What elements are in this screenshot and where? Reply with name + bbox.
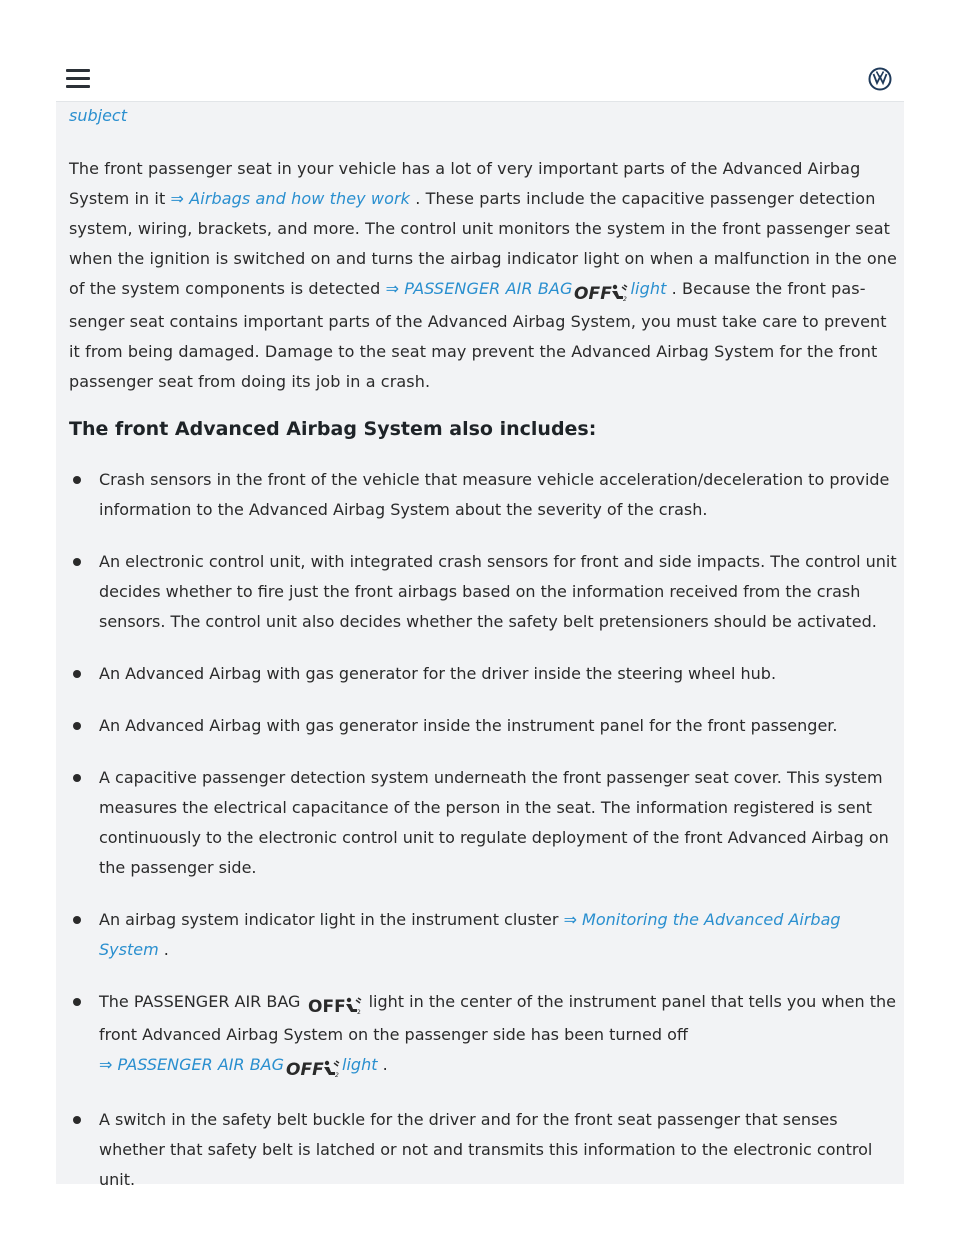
monitoring-airbag-system-link[interactable]: ⇒ Monitoring the Advanced Airbag System — [99, 910, 841, 959]
item-text-after: . — [158, 940, 169, 959]
passenger-airbag-off-icon — [574, 277, 628, 307]
item-text: An airbag system indicator light in the instrument cluster — [99, 910, 564, 929]
item-text: A switch in the safety belt buckle for the driver and for the front seat passenger that senses whether that safety belt is latched or not and transmits this information to the electronic control unit. — [99, 1110, 873, 1189]
list-item — [69, 1105, 899, 1195]
link-text: ⇒ PASSENGER AIR BAG — [385, 279, 573, 298]
item-text-after: . — [377, 1055, 388, 1074]
item-text: An Advanced Airbag with gas generator inside the instrument panel for the front passenger. — [99, 716, 838, 735]
list-item — [69, 763, 899, 883]
components-list — [69, 465, 899, 1195]
hamburger-menu-icon[interactable] — [66, 69, 90, 89]
off-text: OFF — [307, 996, 346, 1016]
svg-text:2: 2 — [356, 1008, 361, 1016]
svg-text:2: 2 — [335, 1071, 339, 1079]
section-heading: The front Advanced Airbag System also includes: — [69, 418, 597, 440]
passenger-air-bag-light-link[interactable] — [385, 279, 667, 303]
bullet-icon — [73, 558, 81, 566]
item-text: An Advanced Airbag with gas generator for the driver inside the steering wheel hub. — [99, 664, 777, 683]
bullet-icon — [73, 670, 81, 678]
item-text: Crash sensors in the front of the vehicle that measure vehicle acceleration/deceleration to provide information to the Advanced Airbag System about the severity of the crash. — [99, 470, 890, 519]
link-text: ⇒ PASSENGER AIR BAG — [99, 1055, 285, 1074]
item-text-post: light in the center of the instrument panel that tells you when the front Advanced Airbag System on the passenger side has been turned off — [99, 992, 896, 1044]
passenger-airbag-off-icon — [308, 990, 362, 1020]
link-text-light: light — [630, 279, 667, 298]
bullet-icon — [73, 722, 81, 730]
svg-text:2: 2 — [623, 295, 628, 303]
item-text: A capacitive passenger detection system underneath the front passenger seat cover. This system measures the electrical capacitance of the person in the seat. The information registered is sent continuously to the electronic control unit to regulate deployment of the front Advanced Airbag on the passenger side. — [99, 768, 889, 877]
bullet-icon — [73, 774, 81, 782]
airbags-how-they-work-link[interactable]: ⇒ Airbags and how they work — [170, 189, 411, 208]
vw-logo-icon[interactable] — [868, 67, 892, 91]
list-item — [69, 659, 899, 689]
intro-text-3: . Because the front passenger seat contains important parts of the Advanced Airbag System, you must take care to prevent it from being damaged. Damage to the seat may prevent the Advanced Airbag System for the front passenger seat from doing its job in a crash. — [69, 279, 887, 391]
off-text: OFF — [574, 283, 613, 303]
top-bar — [56, 55, 904, 102]
bullet-icon — [73, 1116, 81, 1124]
link-text-light: light — [342, 1055, 378, 1074]
passenger-air-bag-light-link[interactable] — [99, 1055, 378, 1079]
bullet-icon — [73, 916, 81, 924]
bullet-icon — [73, 476, 81, 484]
item-text: The PASSENGER AIR BAG — [99, 992, 301, 1011]
list-item — [69, 987, 899, 1083]
item-text: An electronic control unit, with integrated crash sensors for front and side impacts. The control unit decides whether to fire just the front airbags based on the information received from the crash sensors. The control unit also decides whether the safety belt pretensioners should be activated. — [99, 552, 897, 631]
list-item — [69, 905, 899, 965]
intro-paragraph — [69, 154, 899, 397]
intro-text-1: The front passenger seat in your vehicle has a lot of very important parts of the Advanced Airbag System in it — [69, 159, 861, 208]
intro-text-2: . These parts include the capacitive passenger detection system, wiring, brackets, and more. The control unit monitors the system in the front passenger seat when the ignition is switched on and turns the airbag indicator light on when a malfunction in the one of the system components is detected — [69, 189, 897, 298]
list-item — [69, 465, 899, 525]
list-item — [69, 547, 899, 637]
bullet-icon — [73, 998, 81, 1006]
subject-link[interactable]: subject — [69, 106, 127, 125]
off-text: OFF — [286, 1059, 324, 1079]
list-item — [69, 711, 899, 741]
document-panel — [56, 102, 904, 1189]
passenger-airbag-off-icon — [286, 1053, 340, 1083]
